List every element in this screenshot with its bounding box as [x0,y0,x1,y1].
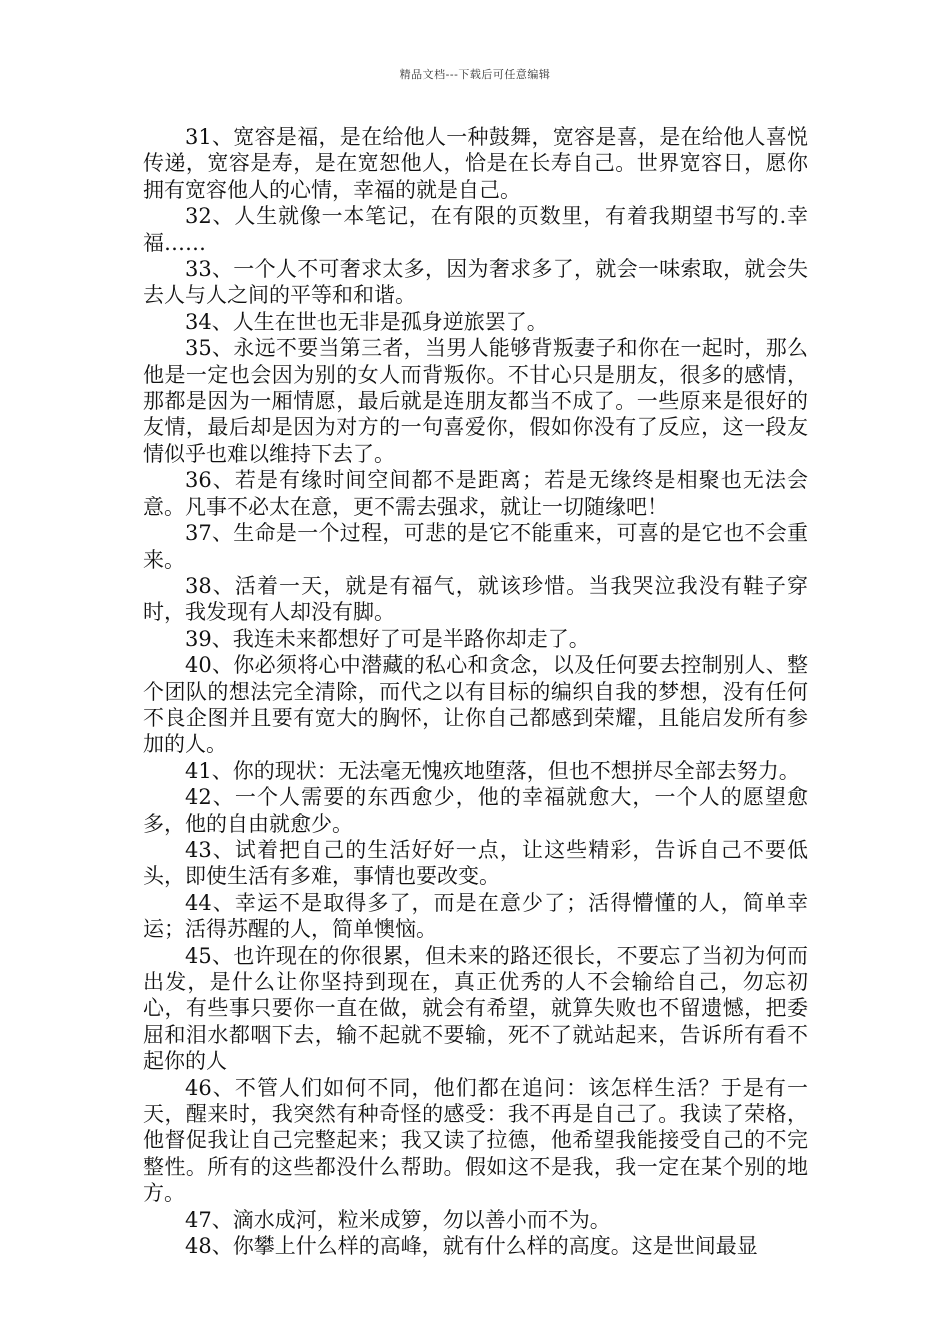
paragraph-35: 35、永远不要当第三者，当男人能够背叛妻子和你在一起时，那么他是一定也会因为别的女人而背叛你。不甘心只是朋友，很多的感情，那都是因为一厢情愿，最后就是连朋友都当不成了。一些原来是很好的友情，最后却是因为对方的一句喜爱你，假如你没有了反应，这一段友情似乎也难以维持下去了。 [143,336,808,466]
paragraph-44: 44、幸运不是取得多了，而是在意少了；活得懵懂的人，简单幸运；活得苏醒的人，简单懊恼。 [143,890,808,942]
paragraph-46: 46、不管人们如何不同，他们都在追问：该怎样生活？于是有一天，醒来时，我突然有种奇怪的感受：我不再是自己了。我读了荣格，他督促我让自己完整起来；我又读了拉德，他希望我能接受自己的不完整性。所有的这些都没什么帮助。假如这不是我，我一定在某个别的地方。 [143,1075,808,1206]
paragraph-38: 38、活着一天，就是有福气，就该珍惜。当我哭泣我没有鞋子穿时，我发现有人却没有脚。 [143,573,808,625]
paragraph-41: 41、你的现状：无法毫无愧疚地堕落，但也不想拼尽全部去努力。 [185,758,800,783]
paragraph-33: 33、一个人不可奢求太多，因为奢求多了，就会一味索取，就会失去人与人之间的平等和和谐。 [143,257,808,308]
paragraph-48: 48、你攀上什么样的高峰，就有什么样的高度。这是世间最显 [185,1234,758,1259]
paragraph-40: 40、你必须将心中潜藏的私心和贪念，以及任何要去控制别人、整个团队的想法完全清除，而代之以有目标的编织自我的梦想，没有任何不良企图并且要有宽大的胸怀，让你自己都感到荣耀，且能启发所有参加的人。 [143,653,808,757]
page-header: 精品文档---下载后可任意编辑 [399,68,551,81]
body-text [143,124,808,1259]
paragraph-47: 47、滴水成河，粒米成箩，勿以善小而不为。 [185,1207,611,1232]
paragraph-37: 37、生命是一个过程，可悲的是它不能重来，可喜的是它也不会重来。 [143,521,808,572]
paragraph-45: 45、也许现在的你很累，但未来的路还很长，不要忘了当初为何而出发，是什么让你坚持到现在，真正优秀的人不会输给自己，勿忘初心，有些事只要你一直在做，就会有希望，就算失败也不留遗憾，把委屈和泪水都咽下去，输不起就不要输，死不了就站起来，告诉所有看不起你的人 [143,943,808,1074]
paragraph-31: 31、宽容是福，是在给他人一种鼓舞，宽容是喜，是在给他人喜悦传递，宽容是寿，是在宽恕他人，恰是在长寿自己。世界宽容日，愿你拥有宽容他人的心情，幸福的就是自己。 [143,125,808,202]
paragraph-42: 42、一个人需要的东西愈少，他的幸福就愈大，一个人的愿望愈多，他的自由就愈少。 [143,785,808,836]
paragraph-36: 36、若是有缘时间空间都不是距离；若是无缘终是相聚也无法会意。凡事不必太在意，更不需去强求，就让一切随缘吧！ [143,468,808,519]
paragraph-34: 34、人生在世也无非是孤身逆旅罢了。 [185,309,548,334]
paragraph-32: 32、人生就像一本笔记，在有限的页数里，有着我期望书写的.幸福…… [143,204,808,255]
paragraph-39: 39、我连未来都想好了可是半路你却走了。 [185,626,590,651]
paragraph-43: 43、试着把自己的生活好好一点，让这些精彩，告诉自己不要低头，即使生活有多难，事情也要改变。 [143,837,808,889]
